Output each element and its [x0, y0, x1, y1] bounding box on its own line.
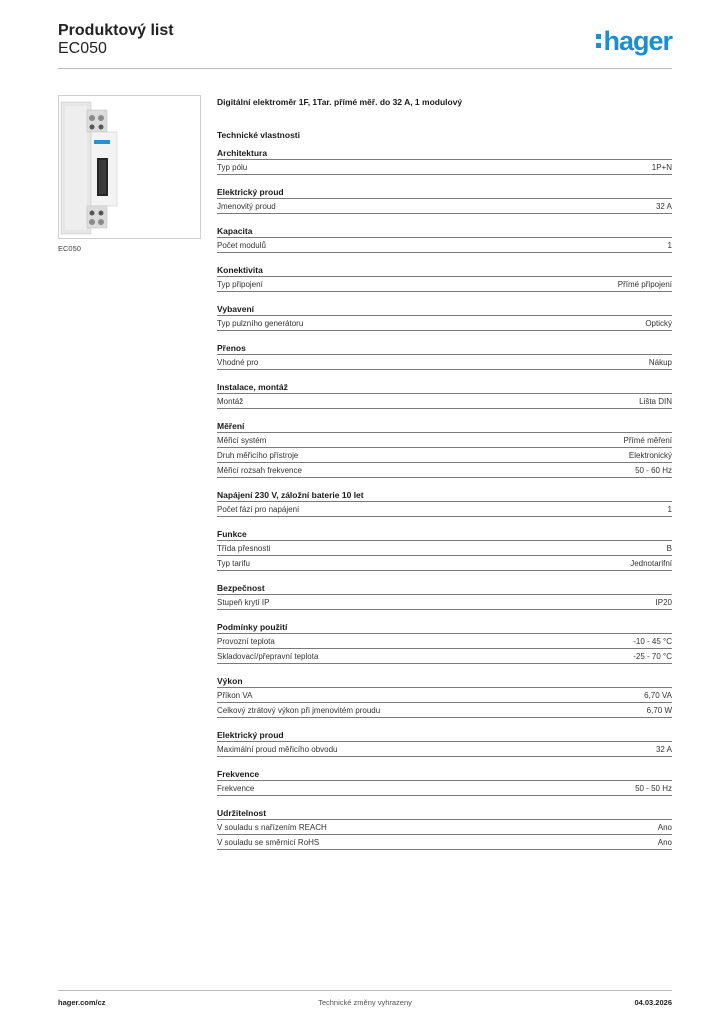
- spec-row: [217, 276, 672, 292]
- spec-row: [217, 555, 672, 571]
- spec-label: Typ připojení: [217, 280, 263, 289]
- spec-value: Přímé měření: [623, 436, 672, 445]
- spec-group-title: Elektrický proud: [217, 730, 284, 740]
- logo-colon-icon: [596, 34, 601, 48]
- spec-group-title: Konektivita: [217, 265, 263, 275]
- spec-label: Provozní teplota: [217, 637, 275, 646]
- spec-group-title: Přenos: [217, 343, 246, 353]
- spec-value: Ano: [657, 823, 672, 832]
- spec-row: [217, 237, 672, 253]
- footer-date: 04.03.2026: [634, 998, 672, 1007]
- product-name: Digitální elektroměr 1F, 1Tar. přímé měř. do 32 A, 1 modulový: [217, 97, 463, 107]
- spec-label: Celkový ztrátový výkon při jmenovitém proudu: [217, 706, 381, 715]
- spec-group-title: Kapacita: [217, 226, 253, 236]
- spec-row: [217, 834, 672, 850]
- spec-value: -25 - 70 °C: [633, 652, 672, 661]
- spec-group-title: Napájení 230 V, záložní baterie 10 let: [217, 490, 364, 500]
- spec-group-title: Elektrický proud: [217, 187, 284, 197]
- spec-label: Typ tarifu: [217, 559, 250, 568]
- spec-value: 32 A: [655, 745, 672, 754]
- spec-row: [217, 462, 672, 478]
- spec-group: [217, 619, 672, 664]
- spec-row: [217, 315, 672, 331]
- spec-value: Jednotarifní: [630, 559, 672, 568]
- spec-value: 1: [667, 241, 672, 250]
- product-image: [58, 95, 201, 239]
- page-footer: [58, 998, 672, 1010]
- spec-group: [217, 379, 672, 409]
- spec-label: Počet modulů: [217, 241, 266, 250]
- spec-value: IP20: [655, 598, 672, 607]
- spec-row: [217, 780, 672, 796]
- spec-group-title: Architektura: [217, 148, 268, 158]
- product-code: EC050: [58, 40, 107, 57]
- spec-label: Typ pólu: [217, 163, 248, 172]
- spec-row: [217, 594, 672, 610]
- spec-label: Jmenovitý proud: [217, 202, 276, 211]
- spec-group-title: Frekvence: [217, 769, 260, 779]
- footer-notice: Technické změny vyhrazeny: [318, 998, 412, 1007]
- spec-label: V souladu se směrnicí RoHS: [217, 838, 320, 847]
- spec-label: V souladu s nařízením REACH: [217, 823, 327, 832]
- spec-label: Měřicí systém: [217, 436, 267, 445]
- spec-row: [217, 819, 672, 834]
- section-title: Technické vlastnosti: [217, 130, 300, 140]
- spec-label: Měřicí rozsah frekvence: [217, 466, 302, 475]
- spec-value: Ano: [657, 838, 672, 847]
- spec-group: [217, 223, 672, 253]
- spec-group-title: Podmínky použití: [217, 622, 288, 632]
- spec-label: Třída přesnosti: [217, 544, 271, 553]
- spec-label: Stupeň krytí IP: [217, 598, 270, 607]
- spec-label: Frekvence: [217, 784, 255, 793]
- spec-label: Vhodné pro: [217, 358, 259, 367]
- spec-value: 50 - 60 Hz: [635, 466, 672, 475]
- spec-row: [217, 501, 672, 517]
- spec-value: 1: [667, 505, 672, 514]
- spec-row: [217, 198, 672, 214]
- spec-group-title: Měření: [217, 421, 245, 431]
- spec-value: Optický: [645, 319, 672, 328]
- spec-row: [217, 741, 672, 757]
- page-header: [58, 22, 672, 68]
- spec-value: 1P+N: [651, 163, 672, 172]
- footer-website[interactable]: hager.com/cz: [58, 998, 106, 1007]
- spec-row: [217, 159, 672, 175]
- spec-label: Druh měřicího přístroje: [217, 451, 299, 460]
- spec-group-title: Udržitelnost: [217, 808, 267, 818]
- spec-group-title: Vybavení: [217, 304, 255, 314]
- spec-group: [217, 262, 672, 292]
- spec-label: Počet fází pro napájení: [217, 505, 300, 514]
- spec-groups: [217, 145, 672, 850]
- spec-label: Příkon VA: [217, 691, 253, 700]
- spec-value: Lišta DIN: [639, 397, 672, 406]
- spec-row: [217, 687, 672, 702]
- spec-group: [217, 673, 672, 718]
- din-rail-energy-meter-image: [59, 96, 200, 238]
- spec-group-title: Funkce: [217, 529, 247, 539]
- spec-label: Montáž: [217, 397, 244, 406]
- header-divider: [58, 68, 672, 69]
- spec-row: [217, 447, 672, 462]
- spec-group: [217, 487, 672, 517]
- spec-group: [217, 805, 672, 850]
- product-image-caption: EC050: [58, 244, 81, 253]
- spec-group-title: Bezpečnost: [217, 583, 265, 593]
- spec-value: 6,70 W: [646, 706, 672, 715]
- spec-group: [217, 418, 672, 478]
- spec-row: [217, 633, 672, 648]
- footer-divider: [58, 990, 672, 991]
- spec-value: 32 A: [655, 202, 672, 211]
- spec-group: [217, 526, 672, 571]
- spec-value: B: [666, 544, 672, 553]
- spec-value: Elektronický: [628, 451, 672, 460]
- spec-row: [217, 702, 672, 718]
- spec-row: [217, 648, 672, 664]
- spec-group-title: Instalace, montáž: [217, 382, 288, 392]
- spec-group: [217, 301, 672, 331]
- spec-row: [217, 540, 672, 555]
- spec-label: Maximální proud měřicího obvodu: [217, 745, 338, 754]
- spec-value: -10 - 45 °C: [633, 637, 672, 646]
- spec-group-title: Výkon: [217, 676, 243, 686]
- logo-text: hager: [603, 26, 672, 56]
- spec-group: [217, 580, 672, 610]
- spec-value: 6,70 VA: [644, 691, 672, 700]
- spec-row: [217, 393, 672, 409]
- specifications: [217, 97, 672, 859]
- spec-value: Nákup: [648, 358, 672, 367]
- hager-logo: [596, 28, 672, 54]
- page-title: Produktový list: [58, 22, 174, 39]
- spec-value: Přímé připojení: [617, 280, 672, 289]
- spec-label: Typ pulzního generátoru: [217, 319, 304, 328]
- spec-group: [217, 340, 672, 370]
- spec-group: [217, 727, 672, 757]
- spec-row: [217, 354, 672, 370]
- spec-group: [217, 184, 672, 214]
- spec-label: Skladovací/přepravní teplota: [217, 652, 319, 661]
- spec-value: 50 - 50 Hz: [635, 784, 672, 793]
- spec-group: [217, 766, 672, 796]
- spec-group: [217, 145, 672, 175]
- spec-row: [217, 432, 672, 447]
